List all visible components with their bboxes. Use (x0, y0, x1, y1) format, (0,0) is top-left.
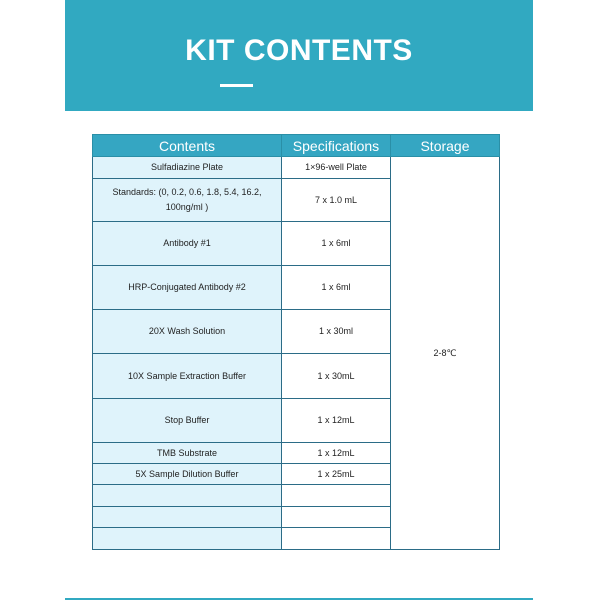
spec-cell: 1 x 25mL (282, 464, 391, 485)
spec-cell: 1 x 12mL (282, 443, 391, 464)
contents-cell: TMB Substrate (93, 443, 282, 464)
contents-cell: HRP-Conjugated Antibody #2 (93, 266, 282, 310)
spec-cell (282, 528, 391, 550)
spec-cell: 1 x 6ml (282, 222, 391, 266)
contents-cell: Sulfadiazine Plate (93, 157, 282, 179)
column-header-contents: Contents (93, 135, 282, 157)
spec-cell: 1×96-well Plate (282, 157, 391, 179)
contents-cell (93, 507, 282, 528)
header-banner (65, 0, 533, 111)
table-row (93, 157, 500, 179)
contents-cell (93, 528, 282, 550)
spec-cell: 1 x 12mL (282, 399, 391, 443)
contents-cell: Stop Buffer (93, 399, 282, 443)
spec-cell (282, 485, 391, 507)
contents-cell: Standards: (0, 0.2, 0.6, 1.8, 5.4, 16.2, 100ng/ml ) (93, 179, 282, 222)
spec-cell: 1 x 6ml (282, 266, 391, 310)
spec-cell: 1 x 30ml (282, 310, 391, 354)
kit-contents-table (92, 134, 500, 550)
table-header-row (93, 135, 500, 157)
storage-cell: 2-8℃ (391, 157, 500, 550)
page-title: KIT CONTENTS (185, 34, 413, 67)
spec-cell: 7 x 1.0 mL (282, 179, 391, 222)
contents-cell: 10X Sample Extraction Buffer (93, 354, 282, 399)
contents-cell: Antibody #1 (93, 222, 282, 266)
spec-cell (282, 507, 391, 528)
spec-cell: 1 x 30mL (282, 354, 391, 399)
column-header-specifications: Specifications (282, 135, 391, 157)
contents-cell: 20X Wash Solution (93, 310, 282, 354)
column-header-storage: Storage (391, 135, 500, 157)
title-underline (220, 84, 253, 87)
contents-cell: 5X Sample Dilution Buffer (93, 464, 282, 485)
contents-cell (93, 485, 282, 507)
